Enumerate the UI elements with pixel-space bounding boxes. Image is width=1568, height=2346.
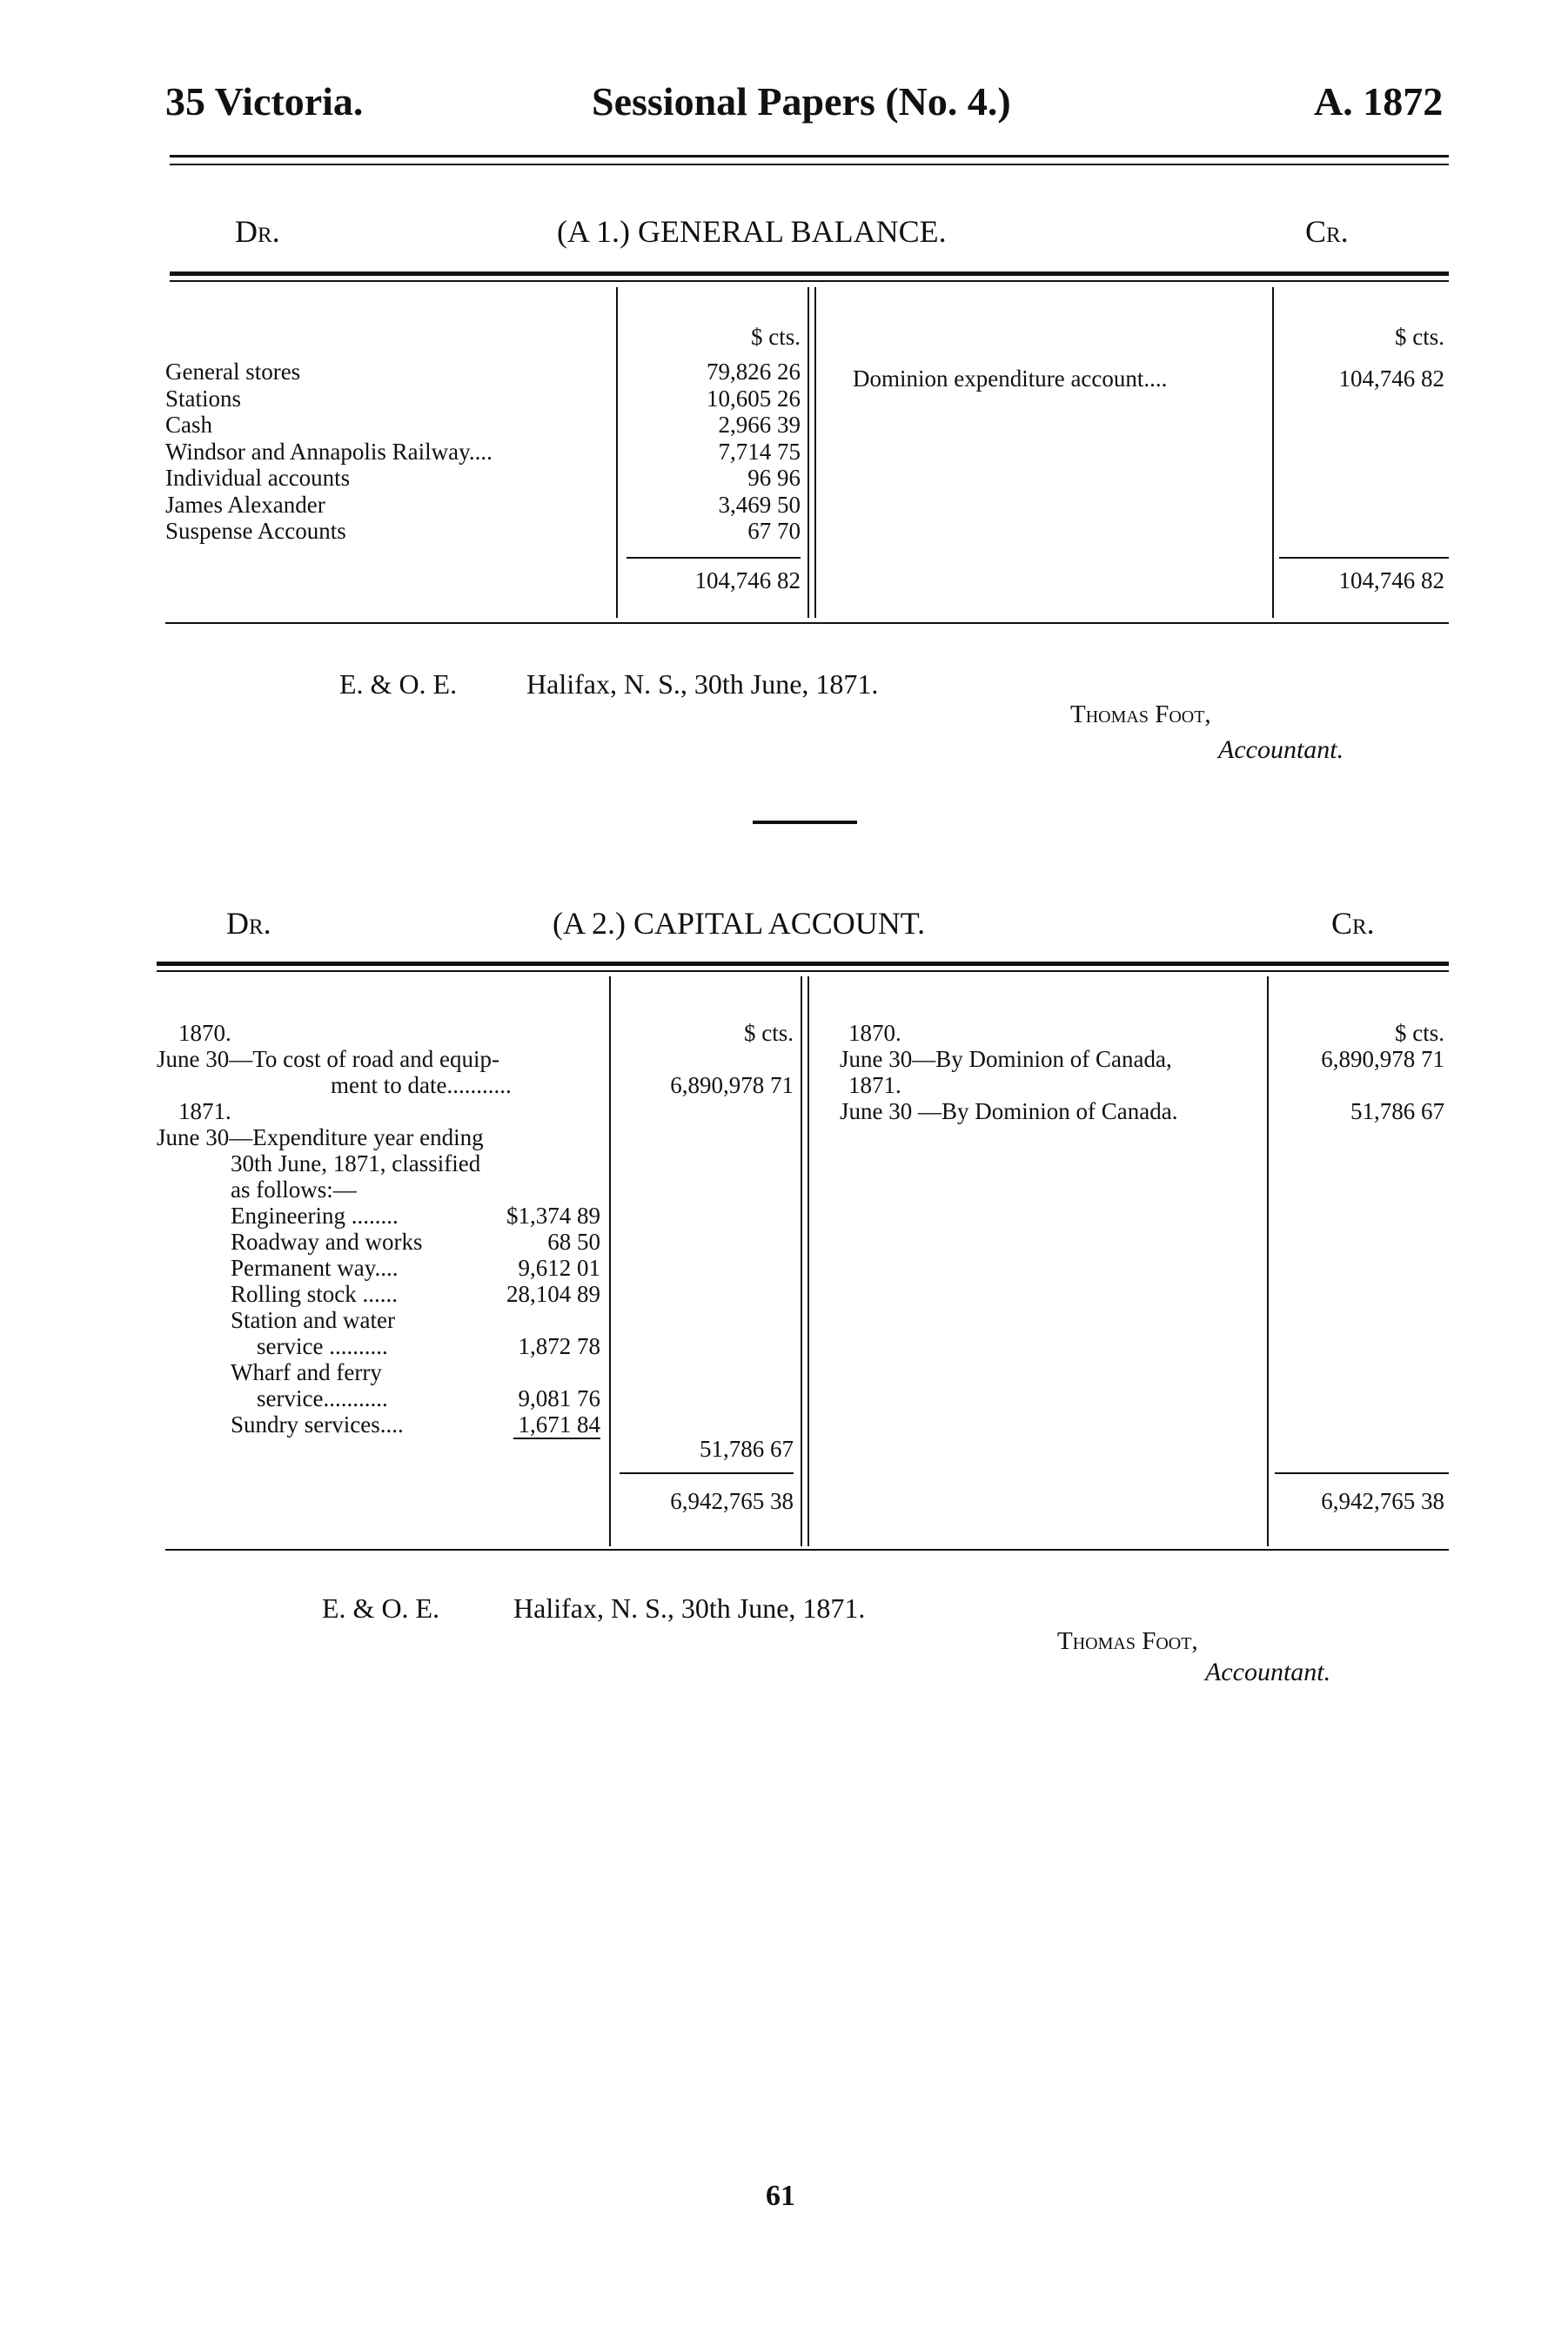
ga-debit-amount: 7,714 75 (718, 438, 801, 465)
ca-top-rule (157, 962, 1449, 966)
ca-breakdown-amount: 1,872 78 (518, 1333, 600, 1359)
ca-debit-year-1870: 1870. (178, 1020, 231, 1046)
ga-debit-label: Suspense Accounts (165, 518, 346, 544)
ga-debit-amount: 96 96 (747, 465, 801, 491)
ca-breakdown-amount: 9,612 01 (518, 1255, 600, 1281)
section-divider (753, 821, 857, 824)
ca-credit-entry-2: June 30 —By Dominion of Canada. (840, 1098, 1178, 1124)
ca-dr-label: Dr. (226, 906, 271, 941)
ga-debit-amount: 67 70 (747, 518, 801, 544)
ca-debit-year-1871: 1871. (178, 1098, 231, 1124)
ca-breakdown-amount: $1,374 89 (506, 1203, 600, 1229)
ga-col-rule-2 (807, 287, 809, 618)
ga-debit-amount: 3,469 50 (718, 491, 801, 518)
ca-credit-year-1870: 1870. (848, 1020, 901, 1046)
ca-breakdown-label: service........... (257, 1385, 388, 1411)
ca-breakdown-label: Sundry services.... (231, 1411, 404, 1438)
header-left: 35 Victoria. (165, 79, 364, 124)
ga-debit-amount: 2,966 39 (718, 412, 801, 438)
ca-debit-currency-header: $ cts. (744, 1020, 794, 1046)
ca-top-rule-thin (157, 970, 1449, 972)
ca-breakdown-amount: 1,671 84 (518, 1411, 600, 1438)
ca-col-rule-2 (801, 976, 802, 1546)
ga-col-rule-3 (814, 287, 816, 618)
ga-debit-amount: 10,605 26 (707, 385, 801, 412)
header-rule (170, 155, 1449, 158)
ga-top-rule-thin (170, 280, 1449, 282)
ca-debit-entry-2-line3: as follows:— (231, 1176, 357, 1203)
page-number: 61 (766, 2180, 795, 2212)
ga-dr-label: Dr. (235, 214, 280, 249)
ga-credit-amount: 104,746 82 (1338, 365, 1444, 392)
ca-debit-entry-2-line1: June 30—Expenditure year ending (157, 1124, 484, 1150)
ga-signatory: Thomas Foot, (1070, 700, 1211, 728)
ca-credit-year-1871: 1871. (848, 1072, 901, 1098)
ga-debit-label: Cash (165, 412, 212, 438)
ga-credit-currency-header: $ cts. (1395, 324, 1444, 350)
ga-eoe: E. & O. E. (339, 668, 458, 700)
ca-debit-entry-1-amount: 6,890,978 71 (670, 1072, 794, 1098)
ga-col-rule-4 (1272, 287, 1274, 618)
ca-breakdown-label: Engineering ........ (231, 1203, 399, 1229)
ca-debit-entry-1-line1: June 30—To cost of road and equip- (157, 1046, 500, 1072)
ga-title: (A 1.) GENERAL BALANCE. (557, 214, 947, 249)
ga-debit-label: Windsor and Annapolis Railway.... (165, 438, 493, 465)
ga-debit-label: James Alexander (165, 491, 325, 518)
ca-debit-total: 6,942,765 38 (670, 1488, 794, 1514)
header-rule-thin (170, 164, 1449, 165)
ca-cr-label: Cr. (1331, 906, 1375, 941)
ca-col-rule-3 (807, 976, 809, 1546)
ga-debit-label: Stations (165, 385, 242, 412)
ca-breakdown-label: Station and water (231, 1307, 395, 1333)
ca-breakdown-amount: 9,081 76 (518, 1385, 600, 1411)
ga-debit-total-rule (627, 557, 801, 559)
ca-breakdown-label: service .......... (257, 1333, 388, 1359)
ca-col-rule-4 (1267, 976, 1269, 1546)
ga-debit-total: 104,746 82 (694, 567, 801, 593)
ca-breakdown-label: Roadway and works (231, 1229, 423, 1255)
ca-title: (A 2.) CAPITAL ACCOUNT. (553, 906, 926, 941)
ca-debit-entry-2-amount: 51,786 67 (700, 1436, 794, 1462)
ca-credit-entry-1-amount: 6,890,978 71 (1321, 1046, 1444, 1072)
ga-debit-currency-header: $ cts. (751, 324, 801, 350)
ca-credit-entry-1: June 30—By Dominion of Canada, (840, 1046, 1172, 1072)
header-right: A. 1872 (1314, 79, 1444, 124)
ca-debit-total-rule (620, 1472, 794, 1474)
ga-place-date: Halifax, N. S., 30th June, 1871. (526, 668, 879, 700)
ca-breakdown-amount: 68 50 (547, 1229, 600, 1255)
ca-credit-total-rule (1275, 1472, 1449, 1474)
ga-credit-total: 104,746 82 (1338, 567, 1444, 593)
ca-breakdown-label: Rolling stock ...... (231, 1281, 399, 1307)
ca-place-date: Halifax, N. S., 30th June, 1871. (513, 1592, 866, 1624)
ca-col-rule-1 (609, 976, 611, 1546)
ca-breakdown-rule (513, 1438, 600, 1439)
ga-credit-label: Dominion expenditure account.... (853, 365, 1168, 392)
ga-cr-label: Cr. (1305, 214, 1349, 249)
ca-credit-entry-2-amount: 51,786 67 (1350, 1098, 1444, 1124)
ga-top-rule (170, 271, 1449, 276)
ga-credit-total-rule (1279, 557, 1449, 559)
ca-role: Accountant. (1205, 1658, 1331, 1686)
ca-debit-entry-2-line2: 30th June, 1871, classified (231, 1150, 481, 1176)
ga-col-rule-1 (616, 287, 618, 618)
ca-breakdown-label: Permanent way.... (231, 1255, 399, 1281)
header-center: Sessional Papers (No. 4.) (592, 79, 1011, 124)
ga-debit-label: Individual accounts (165, 465, 351, 491)
ca-debit-entry-1-line2: ment to date........... (331, 1072, 512, 1098)
ca-credit-total: 6,942,765 38 (1321, 1488, 1444, 1514)
ga-debit-amount: 79,826 26 (707, 359, 801, 385)
ga-role: Accountant. (1218, 735, 1344, 764)
ga-debit-label: General stores (165, 359, 301, 385)
ca-breakdown-label: Wharf and ferry (231, 1359, 382, 1385)
ca-credit-currency-header: $ cts. (1395, 1020, 1444, 1046)
ca-signatory: Thomas Foot, (1057, 1627, 1198, 1655)
ca-bottom-rule (165, 1549, 1449, 1551)
ca-breakdown-amount: 28,104 89 (506, 1281, 600, 1307)
ca-eoe: E. & O. E. (322, 1592, 440, 1624)
ga-bottom-rule (165, 622, 1449, 624)
